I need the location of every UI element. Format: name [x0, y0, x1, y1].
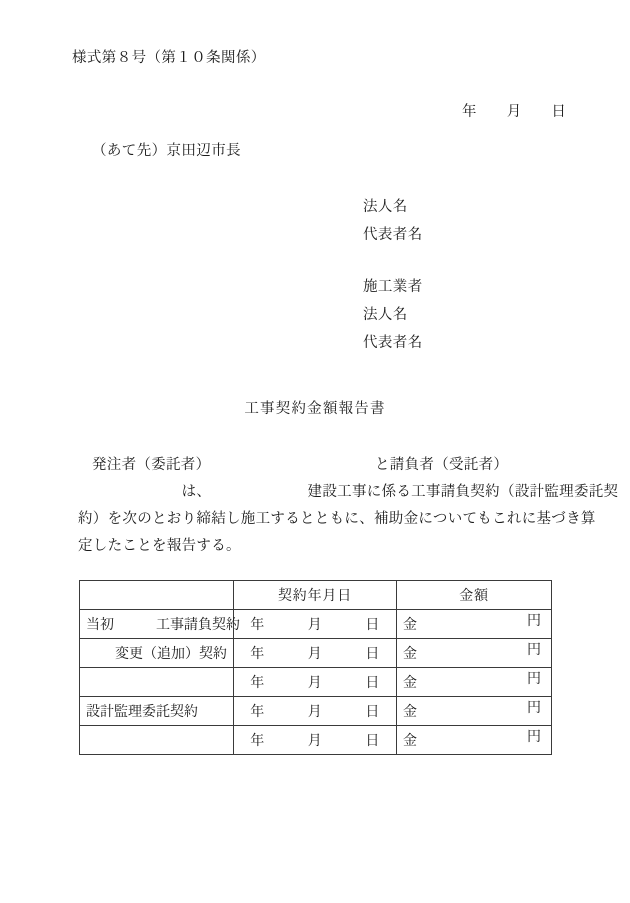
row-amount	[397, 668, 552, 697]
table-row	[80, 610, 552, 639]
row-label	[80, 726, 234, 755]
contractor-corporate-name: 法人名	[363, 307, 408, 323]
header-cell-contract-date: 契約年月日	[234, 581, 397, 610]
row-label: 設計監理委託契約	[80, 697, 234, 726]
contractor-representative-name: 代表者名	[363, 335, 423, 351]
table-row	[80, 668, 552, 697]
row-label: 変更（追加）契約	[80, 639, 234, 668]
contractor-heading: 施工業者	[363, 279, 423, 295]
header-cell-amount: 金額	[397, 581, 552, 610]
table-header-row	[80, 581, 552, 610]
body-paragraph	[78, 452, 619, 560]
amount-suffix: 円	[527, 672, 541, 687]
row-label	[80, 668, 234, 697]
amount-prefix: 金	[403, 705, 417, 720]
amount-prefix: 金	[403, 676, 417, 691]
body-line-1-left: 発注者（委託者）	[92, 457, 211, 473]
row-date: 年 月 日	[234, 668, 397, 697]
header-cell-blank	[80, 581, 234, 610]
row-date: 年 月 日	[234, 610, 397, 639]
row-date: 年 月 日	[234, 726, 397, 755]
row-amount	[397, 697, 552, 726]
row-amount	[397, 726, 552, 755]
applicant-corporate-name: 法人名	[363, 199, 408, 215]
table-row	[80, 726, 552, 755]
signature-block	[363, 193, 423, 357]
date-line: 年 月 日	[462, 104, 567, 120]
body-line-3: 約）を次のとおり締結し施工するとともに、補助金についてもこれに基づき算	[78, 511, 596, 527]
body-line-1	[78, 452, 558, 479]
table-row	[80, 697, 552, 726]
amount-prefix: 金	[403, 618, 417, 633]
signature-spacer	[363, 249, 423, 273]
amount-suffix: 円	[527, 643, 541, 658]
table-row	[80, 639, 552, 668]
addressee-line: （あて先）京田辺市長	[92, 143, 241, 159]
row-date: 年 月 日	[234, 639, 397, 668]
body-line-4: 定したことを報告する。	[78, 538, 241, 554]
row-label: 当初 工事請負契約	[80, 610, 234, 639]
amount-suffix: 円	[527, 614, 541, 629]
body-line-1-right: と請負者（受託者）	[375, 457, 509, 473]
row-amount	[397, 639, 552, 668]
contract-table	[79, 580, 552, 755]
amount-suffix: 円	[527, 701, 541, 716]
row-date: 年 月 日	[234, 697, 397, 726]
page-title: 工事契約金額報告書	[244, 401, 386, 417]
applicant-representative-name: 代表者名	[363, 227, 423, 243]
body-line-2: は、 建設工事に係る工事請負契約（設計監理委託契	[78, 484, 619, 500]
amount-prefix: 金	[403, 647, 417, 662]
form-number: 様式第８号（第１０条関係）	[72, 50, 266, 66]
row-amount	[397, 610, 552, 639]
amount-suffix: 円	[527, 730, 541, 745]
amount-prefix: 金	[403, 734, 417, 749]
